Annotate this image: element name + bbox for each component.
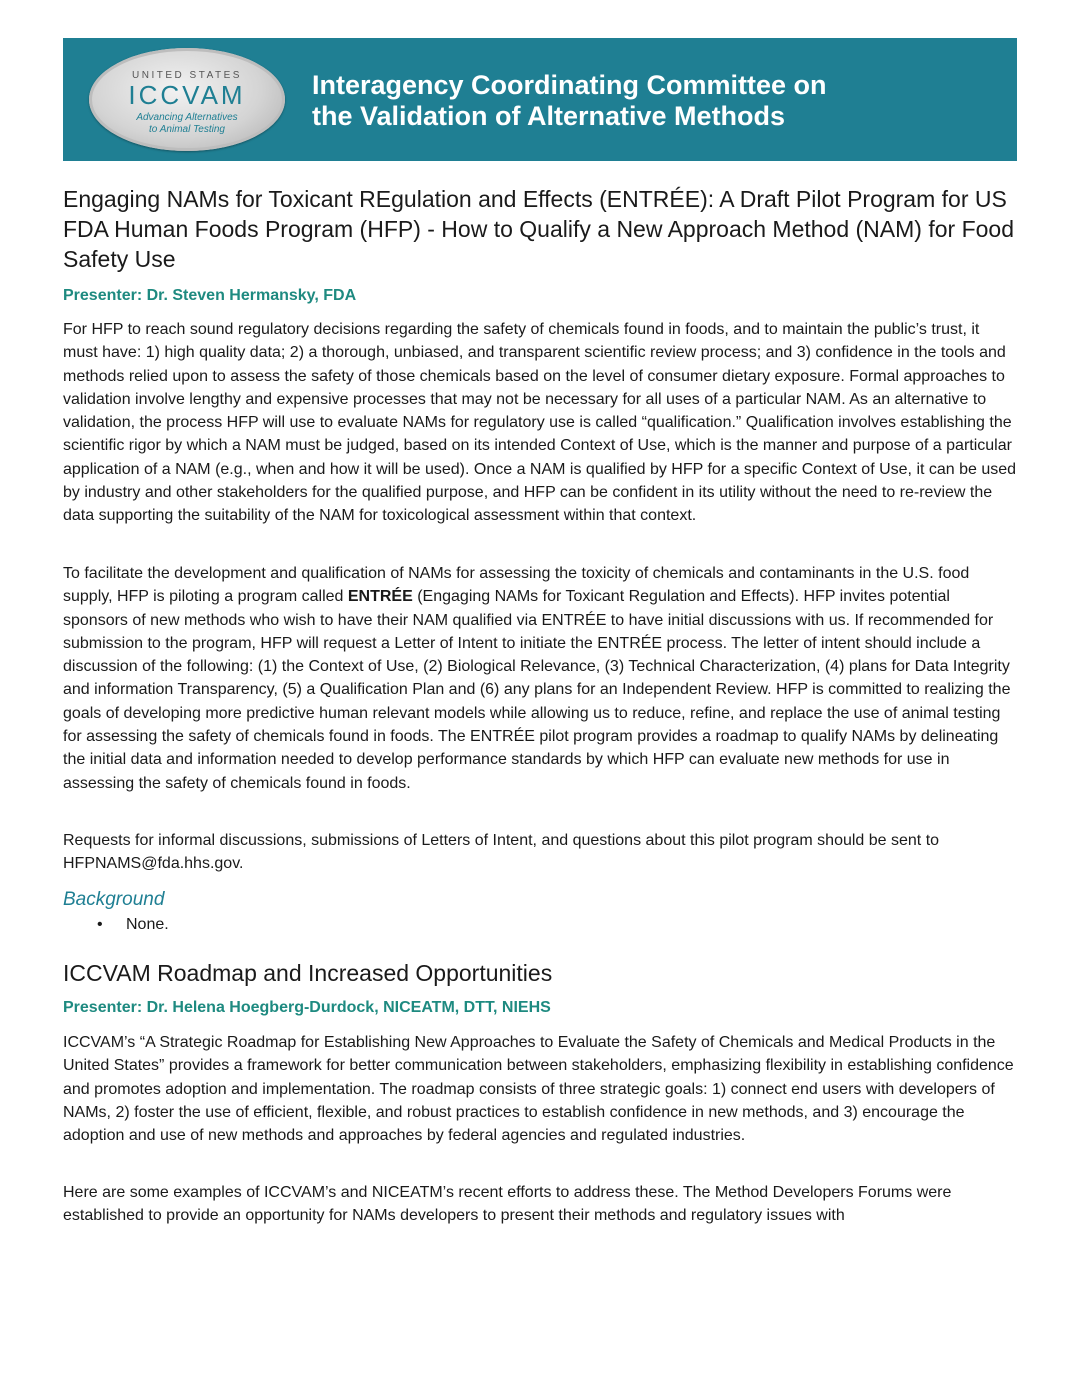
- section-2-title-block: [63, 958, 1017, 988]
- logo-tagline: [89, 112, 285, 136]
- section-1-paragraph-3-block: [63, 829, 1017, 876]
- banner-title-line1: Interagency Coordinating Committee on: [312, 70, 827, 100]
- logo-tagline-line1: Advancing Alternatives: [136, 112, 238, 123]
- section-1-paragraph-2-block: [63, 562, 1017, 795]
- section-1-paragraph-2: [63, 562, 1017, 795]
- bullet-icon: •: [97, 916, 103, 933]
- background-list: [63, 914, 1017, 936]
- background-heading-block: [63, 888, 1017, 912]
- section-2-presenter-block: [63, 998, 1017, 1018]
- logo-tagline-line2: to Animal Testing: [149, 124, 225, 135]
- section-2-paragraph-1: ICCVAM’s “A Strategic Roadmap for Establishing New Approaches to Evaluate the Safety of Chemicals and Medical Products in the United States” provides a framework for better communication between stakeholders, emphasizing flexibility in establishing confidence and promotes adoption and implementation. The roadmap consists of three strategic goals: 1) connect end users with developers of NAMs, 2) foster the use of efficient, flexible, and robust practices to establish confidence in new methods, and 3) encourage the adoption and use of new methods and approaches by federal agencies and regulated industries.: [63, 1034, 1014, 1145]
- banner-title-line2: the Validation of Alternative Methods: [312, 101, 786, 131]
- section-2-title: ICCVAM Roadmap and Increased Opportunities: [63, 960, 553, 986]
- entree-bold-term: ENTRÉE: [347, 588, 413, 606]
- iccvam-logo: [89, 48, 285, 151]
- logo-name-text: ICCVAM: [128, 80, 246, 110]
- section-1-title-block: [63, 184, 1017, 274]
- section-2-paragraph-2-block: [63, 1181, 1017, 1228]
- logo-country-text: UNITED STATES: [132, 70, 242, 81]
- background-item-text: None.: [126, 916, 169, 933]
- list-item: [63, 914, 1017, 936]
- section-1-paragraph-1: For HFP to reach sound regulatory decisions regarding the safety of chemicals found in foods, and to maintain the public’s trust, it must have: 1) high quality data; 2) a thorough, unbiased, and transparent scientific review process; and 3) confidence in the tools and methods relied upon to assess the safety of those chemicals based on the level of consumer dietary exposure. Formal approaches to validation involve lengthy and expensive processes that may not be necessary for all uses of a particular NAM. As an alternative to validation, the process HFP will use to evaluate NAMs for regulatory use is called “qualification.” Qualification involves establishing the scientific rigor by which a NAM must be judged, based on its intended Context of Use, which is the manner and purpose of a particular application of a NAM (e.g., when and how it will be used). Once a NAM is qualified by HFP for a specific Context of Use, it can be used by industry and other stakeholders for the qualified purpose, and HFP can be confident in its utility without the need to re-review the data supporting the suitability of the NAM for toxicological assessment within that context.: [63, 321, 1017, 525]
- section-1-presenter: Presenter: Dr. Steven Hermansky, FDA: [63, 287, 357, 304]
- background-heading: Background: [63, 889, 165, 910]
- banner-title: [312, 70, 1002, 132]
- header-banner: [63, 38, 1017, 161]
- section-2-paragraph-2: Here are some examples of ICCVAM’s and NICEATM’s recent efforts to address these. The Method Developers Forums were established to provide an opportunity for NAMs developers to present their methods and regulatory issues with: [63, 1184, 952, 1225]
- section-2-presenter: Presenter: Dr. Helena Hoegberg-Durdock, NICEATM, DTT, NIEHS: [63, 999, 551, 1016]
- paragraph-2-text-before: To facilitate the development and qualification of NAMs for assessing the toxicity of chemicals and contaminants in the U.S. food supply, HFP is piloting a program called: [63, 565, 970, 606]
- paragraph-2-text-after: (Engaging NAMs for Toxicant Regulation and Effects). HFP invites potential sponsors of new methods who wish to have their NAM qualified via ENTRÉE to have initial discussions with us. If recommended for submission to the program, HFP will request a Letter of Intent to initiate the ENTRÉE process. The letter of intent should include a discussion of the following: (1) the Context of Use, (2) Biological Relevance, (3) Technical Characterization, (4) plans for Data Integrity and information Transparency, (5) a Qualification Plan and (6) any plans for an Independent Review. HFP is committed to realizing the goals of developing more predictive human relevant models while allowing us to reduce, refine, and replace the use of animal testing for assessing the safety of chemicals found in foods. The ENTRÉE pilot program provides a roadmap to qualify NAMs by delineating the initial data and information needed to develop performance standards by which HFP can evaluate new methods for use in assessing the safety of chemicals found in foods.: [63, 588, 1011, 792]
- section-1-title: Engaging NAMs for Toxicant REgulation and Effects (ENTRÉE): A Draft Pilot Program for US FDA Human Foods Program (HFP) - How to Qualify a New Approach Method (NAM) for Food Safety Use: [63, 186, 1014, 272]
- section-2-paragraph-1-block: [63, 1031, 1017, 1147]
- section-1-paragraph-3: Requests for informal discussions, submissions of Letters of Intent, and questions about this pilot program should be sent to HFPNAMS@fda.hhs.gov.: [63, 832, 940, 873]
- section-1-paragraph-1-block: [63, 318, 1017, 528]
- section-1-presenter-block: [63, 286, 1017, 306]
